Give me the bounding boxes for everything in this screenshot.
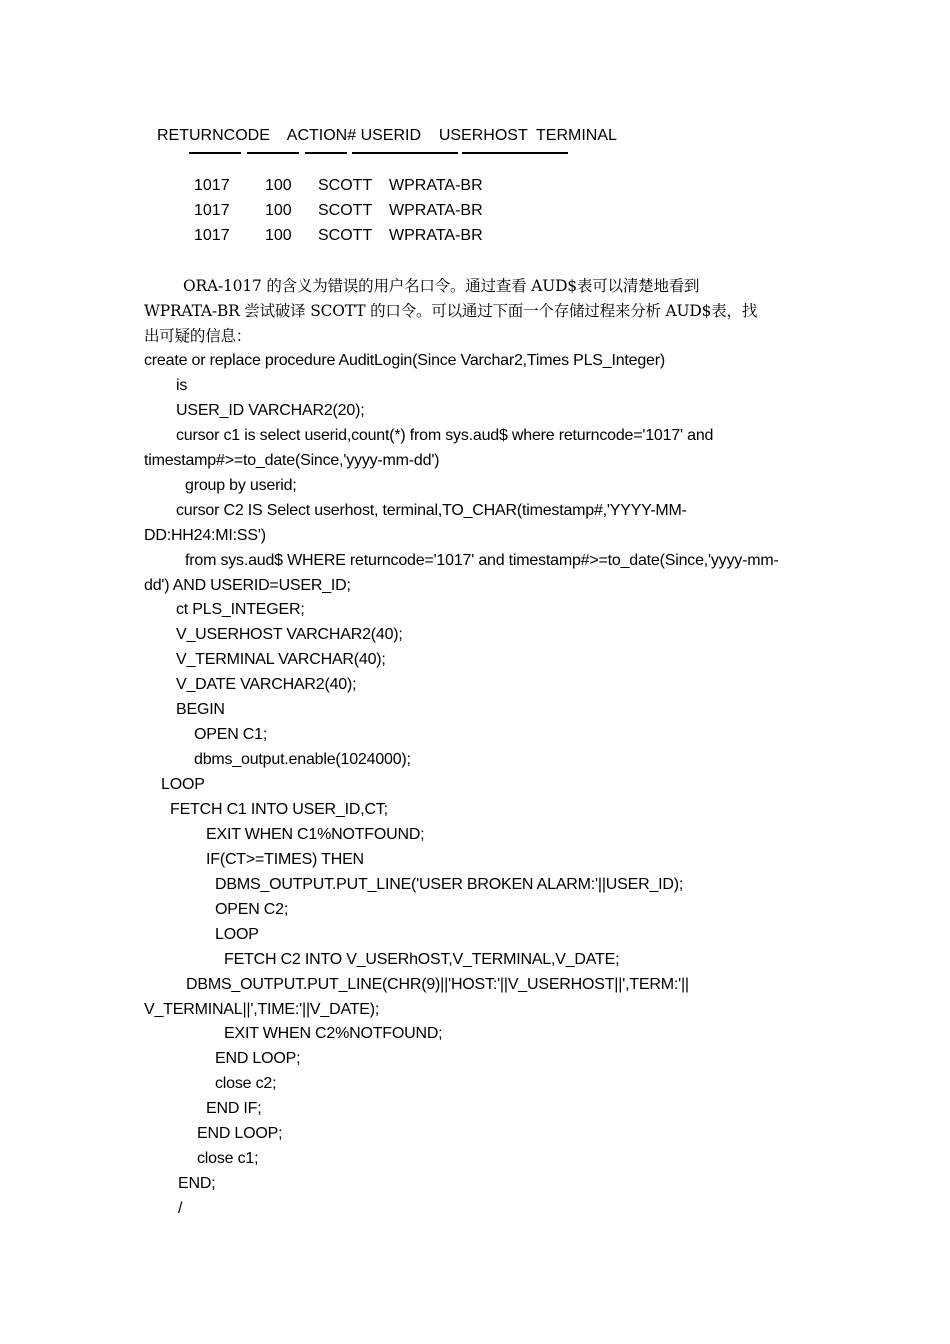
code-line: create or replace procedure AuditLogin(Since Varchar2,Times PLS_Integer) [144, 352, 665, 369]
code-line: cursor c1 is select userid,count(*) from sys.aud$ where returncode='1017' and [176, 427, 714, 444]
code-line: USER_ID VARCHAR2(20); [176, 402, 365, 419]
paragraph-line: 出可疑的信息： [144, 327, 252, 345]
code-line: dd') AND USERID=USER_ID; [144, 577, 351, 594]
table-cell: SCOTT [318, 202, 373, 219]
code-line: DBMS_OUTPUT.PUT_LINE(CHR(9)||'HOST:'||V_USERHOST||',TERM:'|| [186, 976, 689, 993]
code-line: V_TERMINAL||',TIME:'||V_DATE); [144, 1001, 380, 1018]
table-cell: SCOTT [318, 177, 373, 194]
table-cell: WPRATA-BR [389, 177, 483, 194]
code-line: OPEN C2; [215, 901, 289, 918]
table-header: RETURNCODE ACTION# USERID USERHOST TERMINAL [157, 127, 617, 144]
code-line: is [176, 377, 188, 394]
code-line: / [178, 1200, 183, 1217]
code-line: END IF; [206, 1100, 262, 1117]
code-line: DD:HH24:MI:SS') [144, 527, 266, 544]
table-cell: 1017 [194, 202, 230, 219]
code-line: EXIT WHEN C2%NOTFOUND; [224, 1025, 443, 1042]
code-line: END LOOP; [215, 1050, 301, 1067]
code-line: V_TERMINAL VARCHAR(40); [176, 651, 386, 668]
table-cell: 100 [265, 177, 292, 194]
code-line: cursor C2 IS Select userhost, terminal,TO_CHAR(timestamp#,'YYYY-MM- [176, 502, 687, 519]
table-cell: 100 [265, 202, 292, 219]
table-cell: WPRATA-BR [389, 227, 483, 244]
code-line: END; [178, 1175, 216, 1192]
code-line: EXIT WHEN C1%NOTFOUND; [206, 826, 425, 843]
table-cell: 1017 [194, 227, 230, 244]
code-line: close c1; [197, 1150, 259, 1167]
table-cell: 100 [265, 227, 292, 244]
table-cell: WPRATA-BR [389, 202, 483, 219]
code-line: DBMS_OUTPUT.PUT_LINE('USER BROKEN ALARM:'||USER_ID); [215, 876, 684, 893]
code-line: LOOP [161, 776, 205, 793]
code-line: OPEN C1; [194, 726, 268, 743]
code-line: group by userid; [185, 477, 297, 494]
code-line: from sys.aud$ WHERE returncode='1017' and timestamp#>=to_date(Since,'yyyy-mm- [185, 552, 779, 569]
code-line: END LOOP; [197, 1125, 283, 1142]
code-line: ct PLS_INTEGER; [176, 601, 305, 618]
code-line: dbms_output.enable(1024000); [194, 751, 411, 768]
code-line: BEGIN [176, 701, 225, 718]
paragraph-line: WPRATA-BR 尝试破译 SCOTT 的口令。可以通过下面一个存储过程来分析 AUD$表，找 [144, 302, 758, 320]
paragraph-line: ORA-1017 的含义为错误的用户名口令。通过查看 AUD$表可以清楚地看到 [183, 277, 700, 295]
code-line: FETCH C1 INTO USER_ID,CT; [170, 801, 388, 818]
code-line: LOOP [215, 926, 259, 943]
code-line: IF(CT>=TIMES) THEN [206, 851, 364, 868]
code-line: close c2; [215, 1075, 277, 1092]
code-line: FETCH C2 INTO V_USERhOST,V_TERMINAL,V_DATE; [224, 951, 620, 968]
code-line: timestamp#>=to_date(Since,'yyyy-mm-dd') [144, 452, 440, 469]
table-cell: 1017 [194, 177, 230, 194]
code-line: V_USERHOST VARCHAR2(40); [176, 626, 403, 643]
table-cell: SCOTT [318, 227, 373, 244]
code-line: V_DATE VARCHAR2(40); [176, 676, 357, 693]
